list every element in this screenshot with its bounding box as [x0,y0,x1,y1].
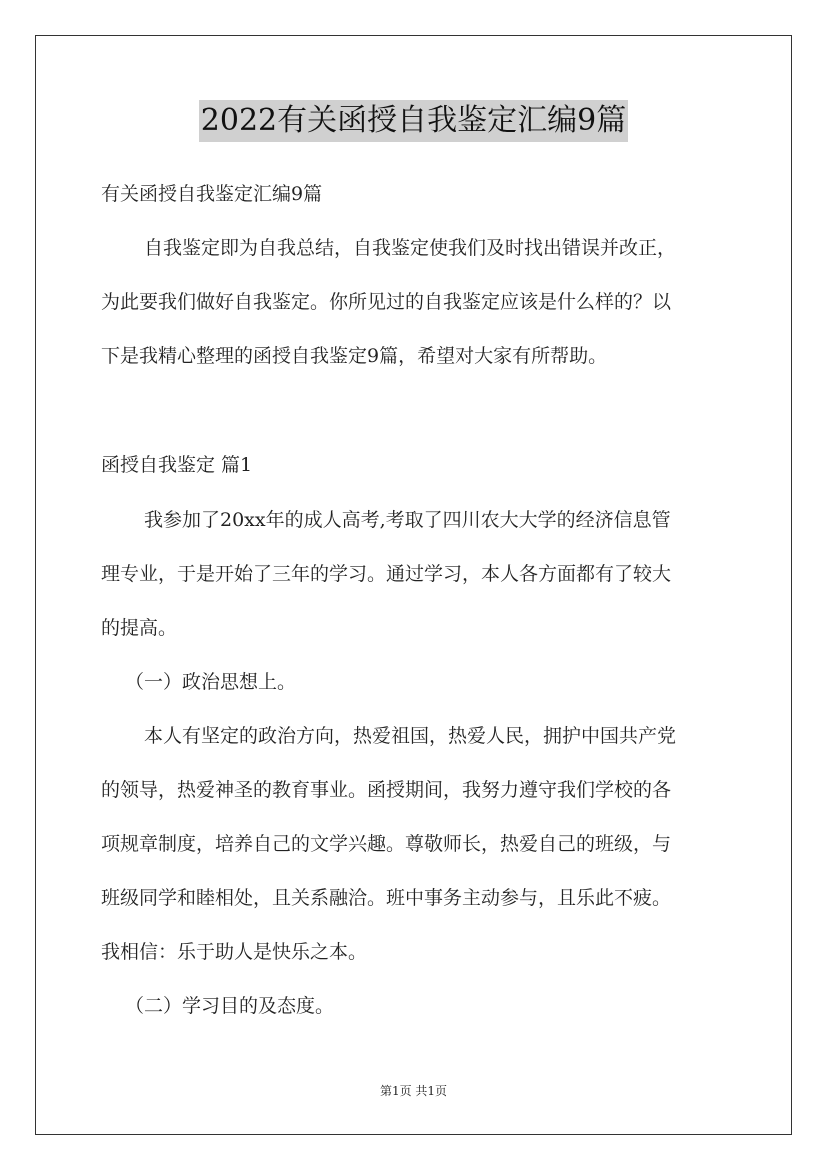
subtitle-line: 有关函授自我鉴定汇编9篇 [101,183,323,205]
paragraph-line: 下是我精心整理的函授自我鉴定9篇，希望对大家有所帮助。 [101,345,608,367]
paragraph-line: 的提高。 [101,617,178,639]
paragraph-line: 班级同学和睦相处，且关系融洽。班中事务主动参与，且乐此不疲。 [101,887,672,909]
paragraph-line: 自我鉴定即为自我总结，自我鉴定使我们及时找出错误并改正， [144,237,677,259]
paragraph-line: 理专业，于是开始了三年的学习。通过学习，本人各方面都有了较大 [101,563,672,585]
paragraph-line: 本人有坚定的政治方向，热爱祖国，热爱人民，拥护中国共产党 [144,725,677,747]
subsection-heading: （一）政治思想上。 [125,671,297,693]
paragraph-line: 为此要我们做好自我鉴定。你所见过的自我鉴定应该是什么样的？以 [101,291,672,313]
title-container [0,100,827,142]
page-footer: 第1页 共1页 [379,1084,448,1098]
subsection-heading: （二）学习目的及态度。 [125,995,335,1017]
paragraph-line: 项规章制度，培养自己的文学兴趣。尊敬师长，热爱自己的班级，与 [101,833,672,855]
paragraph-line: 我参加了20xx年的成人高考,考取了四川农大大学的经济信息管 [144,509,671,531]
paragraph-line: 我相信：乐于助人是快乐之本。 [101,941,368,963]
section-heading: 函授自我鉴定 篇1 [101,454,253,476]
document-title: 2022有关函授自我鉴定汇编9篇 [199,100,628,142]
paragraph-line: 的领导，热爱神圣的教育事业。函授期间，我努力遵守我们学校的各 [101,779,672,801]
